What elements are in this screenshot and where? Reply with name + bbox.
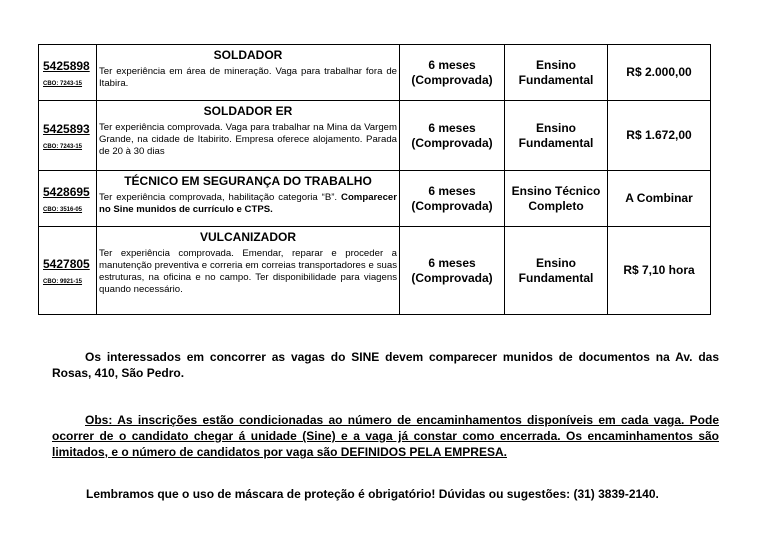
salary-cell [608,171,711,227]
reminder-paragraph: Lembramos que o uso de máscara de proteção é obrigatório! Dúvidas ou sugestões: (31) 3839-2140. [86,487,659,501]
job-code: 5425893 [43,121,90,136]
job-description: Ter experiência comprovada, habilitação categoria “B”. Comparecer no Sine munidos de currículo e CTPS. [99,192,398,215]
experience-cell: 6 meses (Comprovada) [400,101,505,171]
job-id-cell [39,101,97,171]
obs-paragraph: Obs: As inscrições estão condicionadas ao número de encaminhamentos disponíveis em cada vaga. Pode ocorrer de o candidato chegar á unidade (Sine) e a vaga já constar como encerrada. Os encaminhamentos são limitados, e o número de candidatos por vaga são DEFINIDOS PELA EMPRESA. [52,413,719,459]
job-title: VULCANIZADOR [200,230,296,244]
job-description: Ter experiência comprovada. Emendar, reparar e proceder a manutenção preventiva e correria em correias transportadores e suas estruturas, na oficina e no campo. Ter disponibilidade para viagens quando necessário. [99,248,397,295]
job-description-cell [97,101,400,171]
table-row [39,45,711,101]
job-listings-table [38,44,711,315]
job-id-cell [39,171,97,227]
job-description-cell [97,45,400,101]
job-description-cell [97,227,400,315]
table-row [39,101,711,171]
job-description: Ter experiência comprovada. Vaga para trabalhar na Mina da Vargem Grande, na cidade de Itabirito. Empresa oferece alojamento. Parada de 20 à 30 dias [99,122,397,157]
salary: R$ 2.000,00 [626,65,692,79]
education-cell: Ensino Técnico Completo [505,171,608,227]
salary-cell [608,45,711,101]
experience-cell: 6 meses (Comprovada) [400,45,505,101]
salary: R$ 7,10 hora [623,263,695,277]
salary: R$ 1.672,00 [626,128,692,142]
job-id-cell [39,45,97,101]
salary: A Combinar [625,191,693,205]
job-title: SOLDADOR [213,48,283,62]
job-code: 5425898 [43,58,90,73]
cbo-code: CBO: 9921-15 [43,278,83,285]
job-code: 5428695 [43,184,90,199]
table-row [39,171,711,227]
cbo-code: CBO: 7243-15 [43,143,83,150]
education-cell: Ensino Fundamental [505,227,608,315]
notice-paragraph: Os interessados em concorrer as vagas do SINE devem comparecer munidos de documentos na Av. das Rosas, 410, São Pedro. [52,350,719,380]
experience-cell: 6 meses (Comprovada) [400,171,505,227]
job-title: TÉCNICO EM SEGURANÇA DO TRABALHO [124,174,372,188]
salary-cell [608,227,711,315]
job-description: Ter experiência em área de mineração. Vaga para trabalhar fora de Itabira. [99,66,397,89]
job-id-cell [39,227,97,315]
experience-cell: 6 meses (Comprovada) [400,227,505,315]
table-row [39,227,711,315]
salary-cell [608,101,711,171]
job-code: 5427805 [43,256,90,271]
job-description-cell [97,171,400,227]
job-title: SOLDADOR ER [203,104,293,118]
cbo-code: CBO: 7243-15 [43,80,83,87]
cbo-code: CBO: 3516-05 [43,206,83,213]
education-cell: Ensino Fundamental [505,101,608,171]
education-cell: Ensino Fundamental [505,45,608,101]
